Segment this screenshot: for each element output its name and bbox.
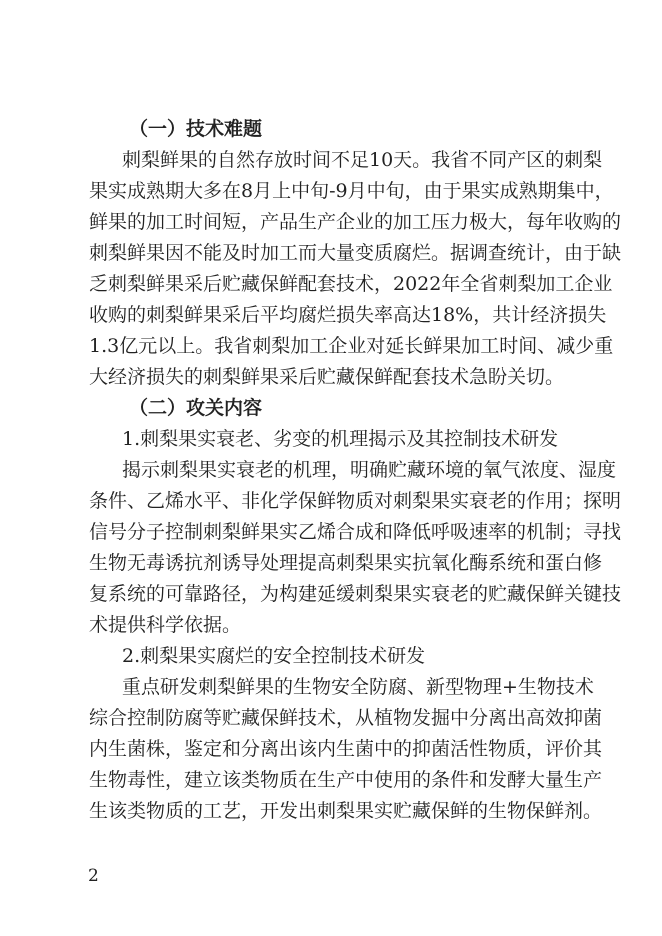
paragraph-line: 乏刺梨鲜果采后贮藏保鲜配套技术，2022年全省刺梨加工企业	[89, 273, 613, 295]
paragraph-line: 鲜果的加工时间短，产品生产企业的加工压力极大，每年收购的	[89, 211, 622, 233]
paragraph-line: 条件、乙烯水平、非化学保鲜物质对刺梨果实衰老的作用；探明	[89, 490, 622, 512]
paragraph-line: 综合控制防腐等贮藏保鲜技术，从植物发掘中分离出高效抑菌	[89, 707, 603, 729]
paragraph-line: 大经济损失的刺梨鲜果采后贮藏保鲜配套技术急盼关切。	[89, 366, 565, 388]
paragraph-line: 复系统的可靠路径，为构建延缓刺梨果实衰老的贮藏保鲜关键技	[89, 583, 622, 605]
paragraph-line: 果实成熟期大多在8月上中旬-9月中旬，由于果实成熟期集中，	[89, 180, 614, 202]
document-body	[89, 114, 622, 827]
section-heading: （二）攻关内容	[129, 397, 263, 419]
paragraph-line: 内生菌株，鉴定和分离出该内生菌中的抑菌活性物质，评价其	[89, 738, 603, 760]
paragraph-line: 刺梨鲜果的自然存放时间不足10天。我省不同产区的刺梨	[122, 149, 603, 171]
paragraph-line: 收购的刺梨鲜果采后平均腐烂损失率高达18%，共计经济损失	[89, 304, 607, 326]
paragraph-line: 生该类物质的工艺，开发出刺梨果实贮藏保鲜的生物保鲜剂。	[89, 800, 603, 822]
paragraph-line: 1.3亿元以上。我省刺梨加工企业对延长鲜果加工时间、减少重	[89, 335, 614, 357]
paragraph-line: 生物毒性，建立该类物质在生产中使用的条件和发酵大量生产	[89, 769, 603, 791]
paragraph-line: 术提供科学依据。	[89, 614, 242, 636]
paragraph-line: 揭示刺梨果实衰老的机理，明确贮藏环境的氧气浓度、湿度	[122, 459, 617, 481]
subsection-title: 2.刺梨果实腐烂的安全控制技术研发	[122, 645, 426, 667]
paragraph-line: 刺梨鲜果因不能及时加工而大量变质腐烂。据调查统计，由于缺	[89, 242, 622, 264]
paragraph-line: 重点研发刺梨鲜果的生物安全防腐、新型物理+生物技术	[122, 676, 594, 698]
paragraph-line: 生物无毒诱抗剂诱导处理提高刺梨果实抗氧化酶系统和蛋白修	[89, 552, 603, 574]
subsection-title: 1.刺梨果实衰老、劣变的机理揭示及其控制技术研发	[122, 428, 559, 450]
paragraph-line: 信号分子控制刺梨鲜果实乙烯合成和降低呼吸速率的机制；寻找	[89, 521, 622, 543]
section-heading: （一）技术难题	[129, 118, 263, 140]
page-number: 2	[88, 866, 99, 886]
